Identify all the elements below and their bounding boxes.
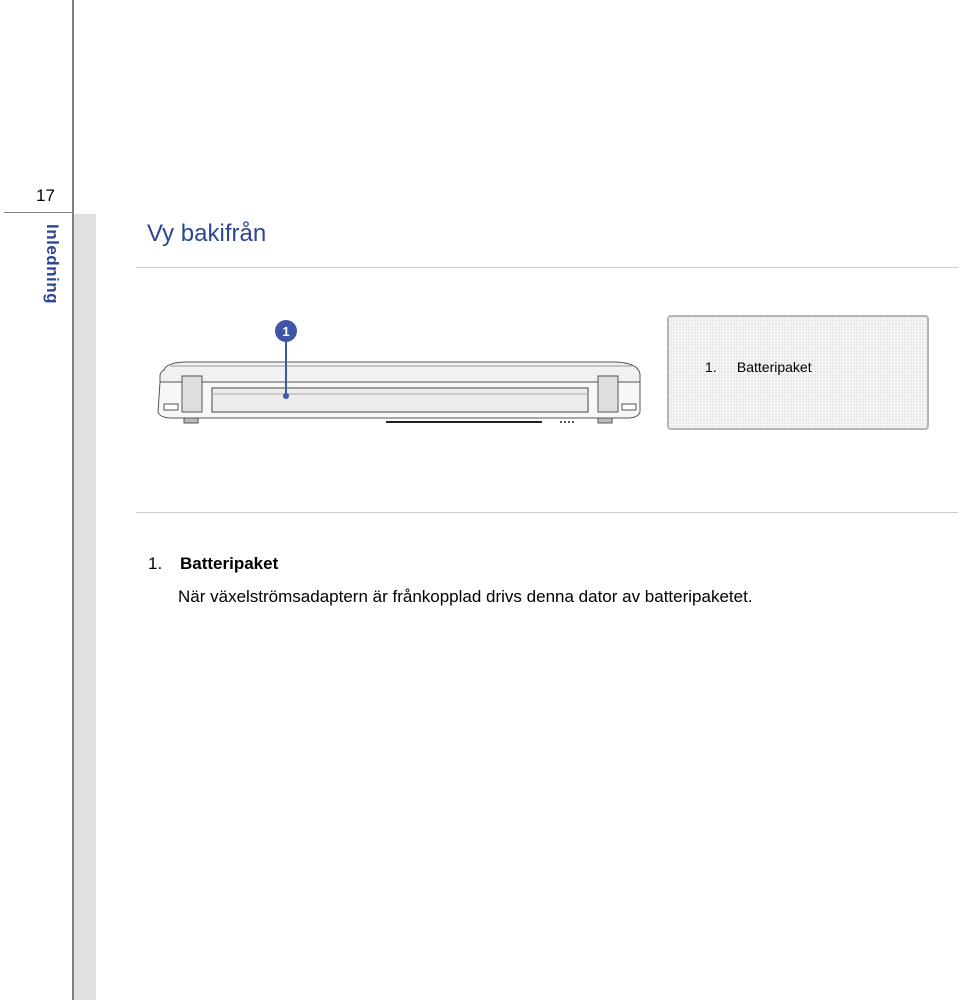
- callout-number: 1: [282, 324, 290, 339]
- right-port: [622, 404, 636, 410]
- divider-bottom: [136, 512, 958, 513]
- right-hinge: [598, 376, 618, 412]
- battery-pack: [212, 388, 588, 412]
- callout-dot: [283, 393, 289, 399]
- laptop-lid: [160, 362, 640, 382]
- item-heading: [148, 554, 278, 574]
- section-title: Vy bakifrån: [147, 220, 267, 247]
- divider-top: [136, 267, 958, 268]
- right-foot: [598, 418, 612, 423]
- item-number: 1.: [148, 554, 163, 573]
- page-number: 17: [36, 186, 55, 205]
- item-title: Batteripaket: [180, 554, 279, 573]
- left-port: [164, 404, 178, 410]
- left-hinge: [182, 376, 202, 412]
- left-foot: [184, 418, 198, 423]
- legend-item-label: Batteripaket: [736, 359, 812, 375]
- legend-item: [705, 359, 812, 375]
- item-description: När växelströmsadaptern är frånkopplad drivs denna dator av batteripaketet.: [178, 587, 753, 606]
- page-number-rule: [4, 212, 74, 213]
- laptop-rear-illustration: [150, 318, 650, 430]
- chapter-tab: Inledning: [43, 224, 62, 305]
- legend-item-number: 1.: [705, 359, 717, 375]
- margin-strip: [74, 214, 96, 1000]
- legend-box: [667, 315, 929, 430]
